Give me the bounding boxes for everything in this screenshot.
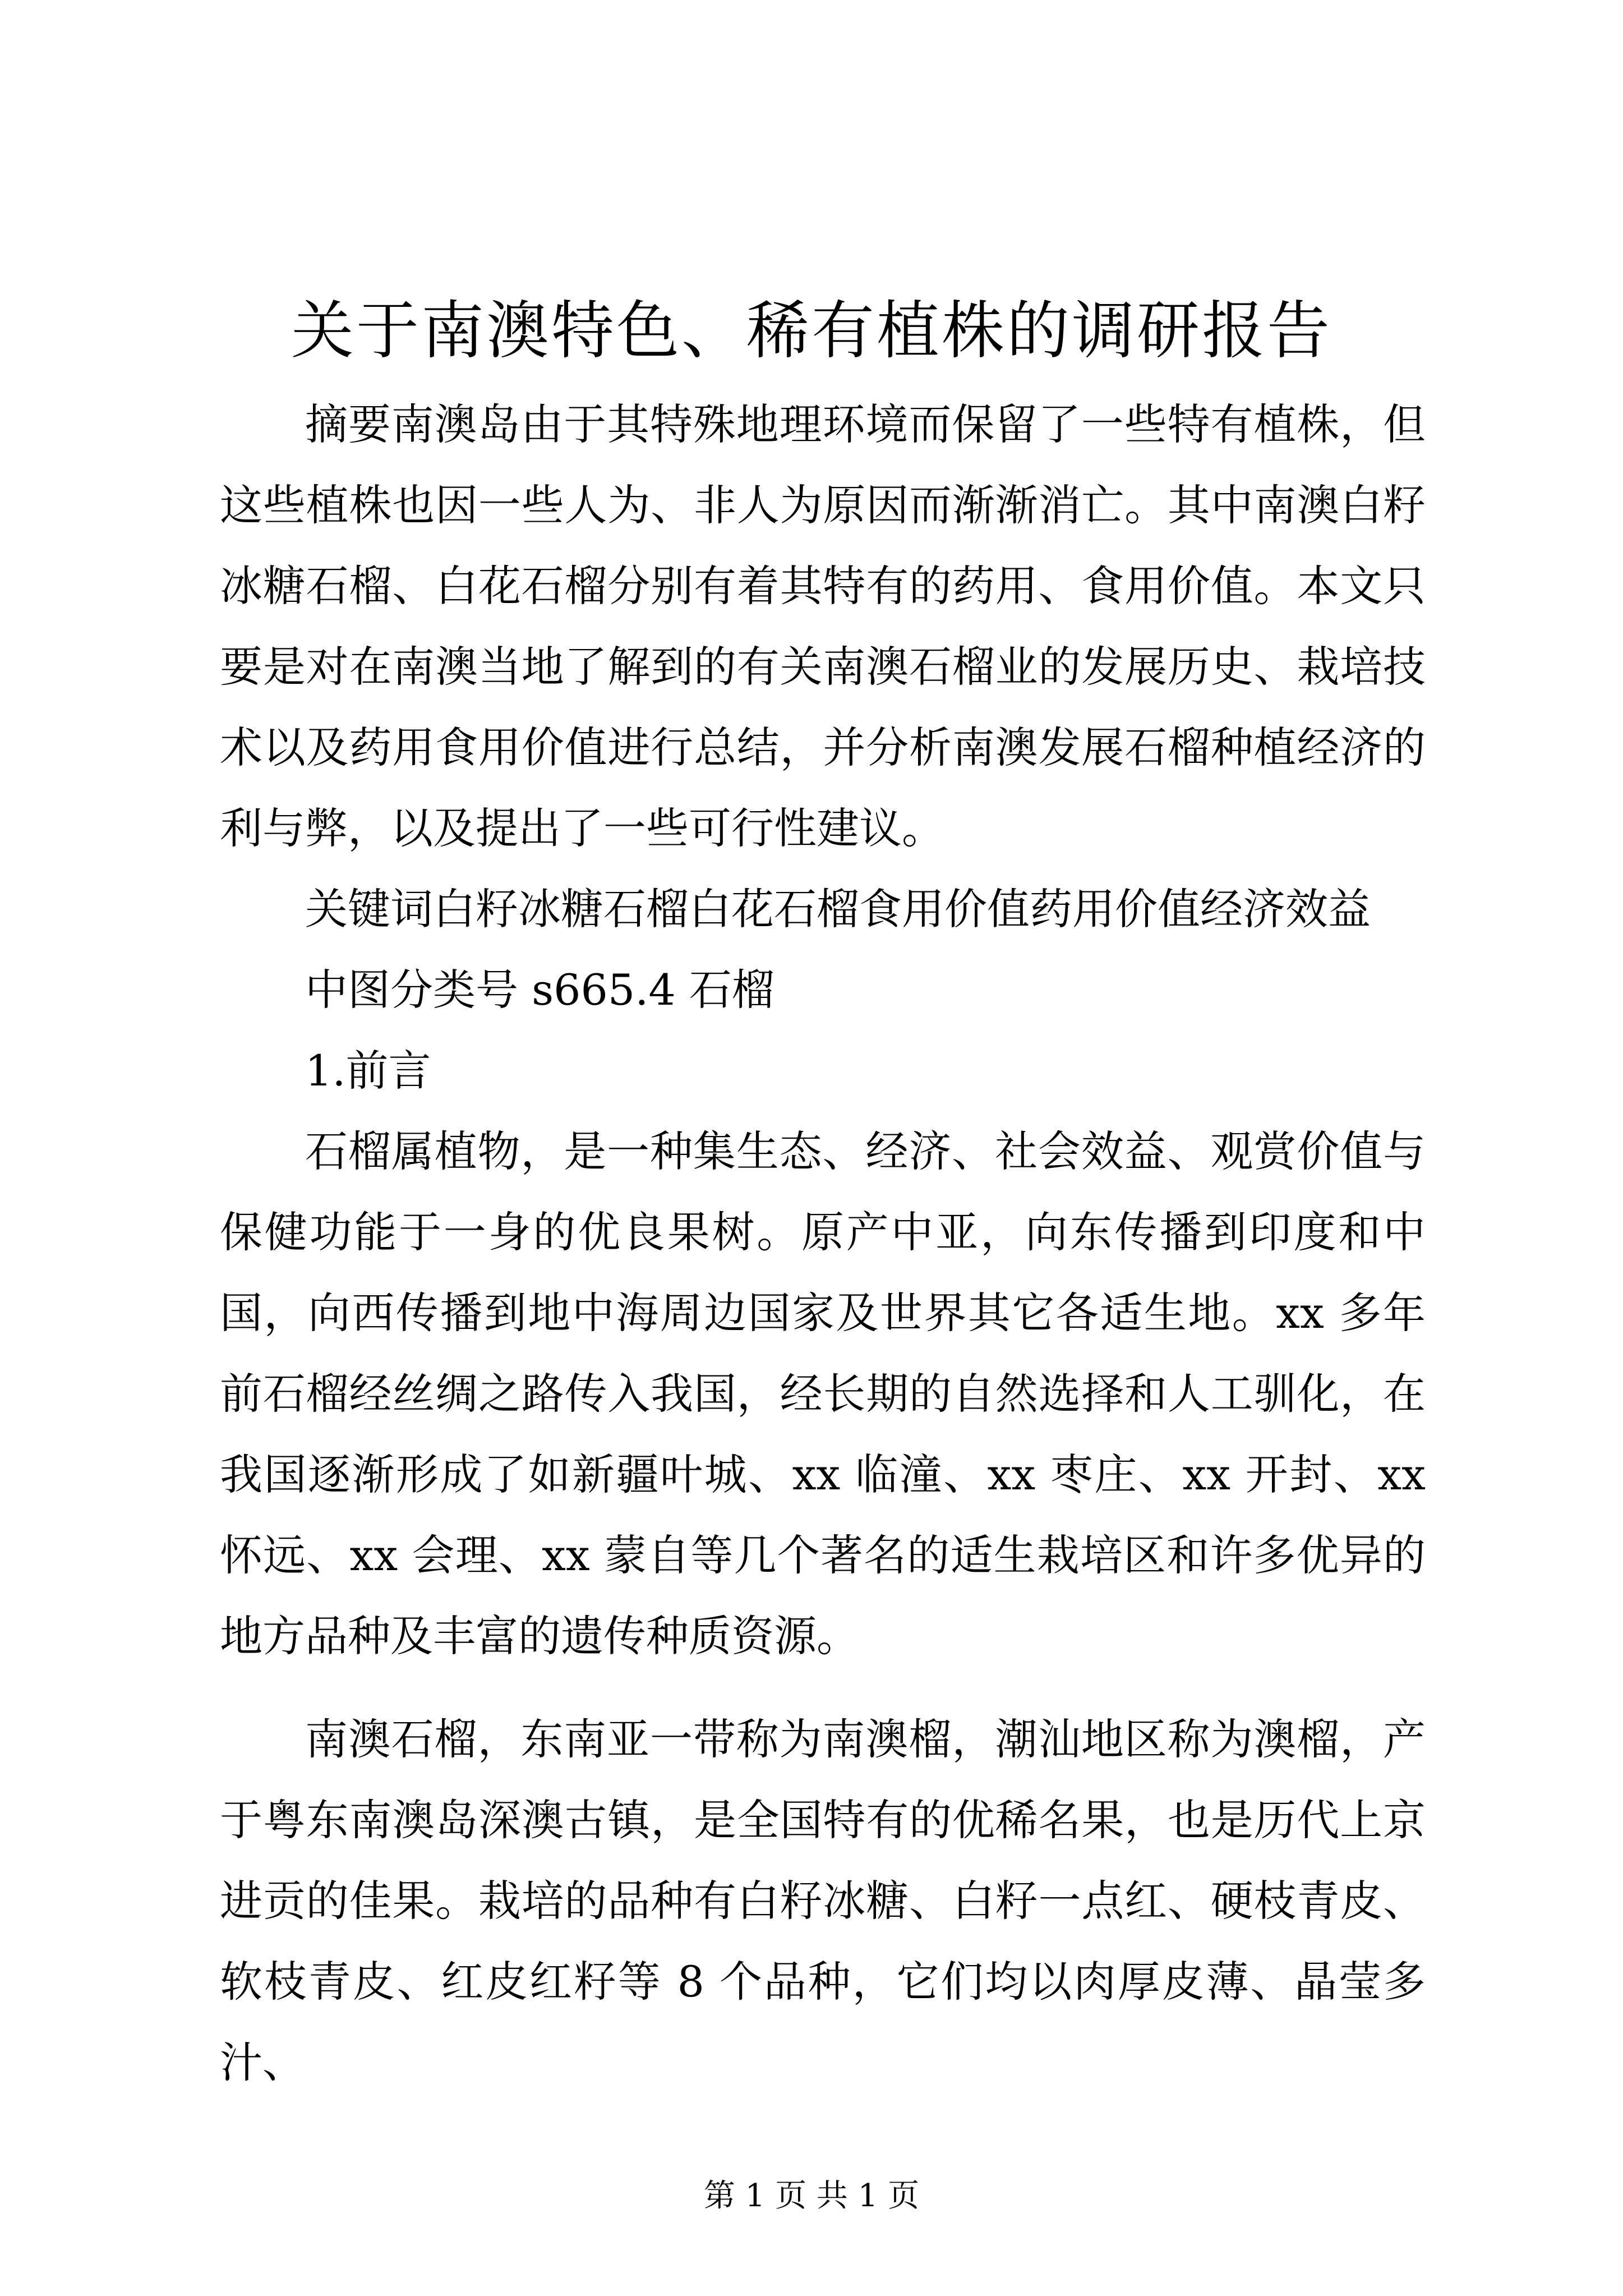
- document-title: 关于南澳特色、稀有植株的调研报告: [291, 295, 1332, 367]
- abstract-paragraph: 摘要南澳岛由于其特殊地理环境而保留了一些特有植株，但这些植株也因一些人为、非人为原因而渐渐消亡。其中南澳白籽冰糖石榴、白花石榴分别有着其特有的药用、食用价值。本文只要是对在南澳当地了解到的有关南澳石榴业的发展历史、栽培技术以及药用食用价值进行总结，并分析南澳发展石榴种植经济的利与弊，以及提出了一些可行性建议。: [220, 399, 1426, 853]
- introduction-paragraph-1: 石榴属植物，是一种集生态、经济、社会效益、观赏价值与保健功能于一身的优良果树。原产中亚，向东传播到印度和中国，向西传播到地中海周边国家及世界其它各适生地。xx 多年前石榴经丝绸之路传入我国，经长期的自然选择和人工驯化，在我国逐渐形成了如新疆叶城、xx 临潼、xx 枣庄、xx 开封、xx 怀远、xx 会理、xx 蒙自等几个著名的适生栽培区和许多优异的地方品种及丰富的遗传种质资源。: [220, 1126, 1426, 1661]
- keywords-paragraph: 关键词白籽冰糖石榴白花石榴食用价值药用价值经济效益: [305, 884, 1371, 934]
- page-number-footer: 第 1 页 共 1 页: [703, 2178, 920, 2214]
- document-body: [220, 384, 1426, 2103]
- introduction-paragraph-2: 南澳石榴，东南亚一带称为南澳榴，潮汕地区称为澳榴，产于粤东南澳岛深澳古镇，是全国特有的优稀名果，也是历代上京进贡的佳果。栽培的品种有白籽冰糖、白籽一点红、硬枝青皮、软枝青皮、红皮红籽等 8 个品种，它们均以肉厚皮薄、晶莹多汁、: [220, 1714, 1426, 2087]
- section-heading-introduction: 1.前言: [305, 1046, 431, 1096]
- classification-paragraph: 中图分类号 s665.4 石榴: [305, 965, 774, 1015]
